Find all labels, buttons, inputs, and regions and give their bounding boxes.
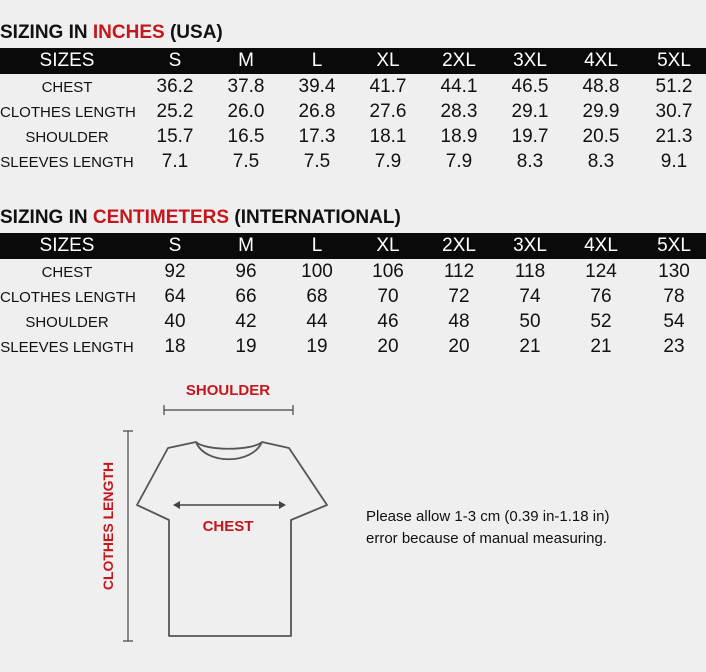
table-cell: 29.9 [582, 101, 620, 122]
table-cell: 74 [519, 286, 541, 307]
table-cell: 20 [377, 336, 399, 357]
clothes-length-label: CLOTHES LENGTH [100, 461, 116, 591]
table-cell: 7.9 [374, 151, 402, 172]
table-cell: 36.2 [156, 76, 194, 97]
table-cell: 7.1 [161, 151, 189, 172]
table-cell: 124 [585, 261, 617, 282]
table-cell: 76 [590, 286, 612, 307]
centimeters-header-2xl: 2XL [442, 235, 476, 256]
centimeters-row-clothes-length [0, 284, 706, 309]
table-cell: 25.2 [156, 101, 194, 122]
table-cell: 16.5 [227, 126, 265, 147]
table-cell: 9.1 [660, 151, 688, 172]
table-cell: 7.5 [232, 151, 260, 172]
row-label: CHEST [41, 79, 93, 96]
note-line-1: Please allow 1-3 cm (0.39 in-1.18 in) [366, 508, 610, 525]
table-cell: 29.1 [511, 101, 549, 122]
table-cell: 27.6 [369, 101, 407, 122]
table-cell: 18.1 [369, 126, 407, 147]
inches-header-xl: XL [376, 50, 400, 71]
table-cell: 50 [519, 311, 541, 332]
table-cell: 118 [514, 261, 546, 282]
row-label: CLOTHES LENGTH [0, 289, 136, 306]
table-cell: 19 [306, 336, 328, 357]
chest-measure-arrow [173, 501, 286, 509]
row-label: CHEST [41, 264, 93, 281]
table-cell: 37.8 [227, 76, 265, 97]
centimeters-header-4xl: 4XL [584, 235, 618, 256]
table-cell: 21.3 [655, 126, 693, 147]
centimeters-title [0, 207, 401, 229]
table-cell: 106 [372, 261, 404, 282]
inches-title-highlight: INCHES [92, 22, 165, 43]
centimeters-header-m: M [238, 235, 254, 256]
inches-table [0, 48, 706, 174]
table-cell: 26.8 [298, 101, 336, 122]
table-cell: 18.9 [440, 126, 478, 147]
table-cell: 112 [443, 261, 475, 282]
centimeters-header-row [0, 233, 706, 259]
table-cell: 46 [377, 311, 399, 332]
table-cell: 42 [235, 311, 257, 332]
shoulder-label: SHOULDER [185, 382, 271, 399]
table-cell: 7.5 [303, 151, 331, 172]
table-cell: 8.3 [587, 151, 615, 172]
table-cell: 19.7 [511, 126, 549, 147]
table-cell: 44 [306, 311, 328, 332]
inches-header-row [0, 48, 706, 74]
inches-header-s: S [168, 50, 182, 71]
table-cell: 30.7 [655, 101, 693, 122]
centimeters-title-suffix: (INTERNATIONAL) [229, 207, 401, 228]
centimeters-header-5xl: 5XL [657, 235, 691, 256]
table-cell: 41.7 [369, 76, 407, 97]
table-cell: 15.7 [156, 126, 194, 147]
inches-header-2xl: 2XL [442, 50, 476, 71]
table-cell: 100 [301, 261, 333, 282]
tshirt-outline [137, 442, 327, 636]
table-cell: 72 [448, 286, 470, 307]
table-cell: 19 [235, 336, 257, 357]
chest-label: CHEST [202, 518, 254, 535]
measurement-note [366, 506, 609, 550]
table-cell: 44.1 [440, 76, 478, 97]
table-cell: 52 [590, 311, 612, 332]
inches-title [0, 22, 223, 44]
centimeters-header-sizes: SIZES [39, 235, 95, 256]
table-cell: 96 [235, 261, 257, 282]
inches-header-5xl: 5XL [657, 50, 691, 71]
inches-title-prefix: SIZING IN [0, 22, 93, 43]
table-cell: 51.2 [655, 76, 693, 97]
table-cell: 20 [448, 336, 470, 357]
centimeters-title-highlight: CENTIMETERS [92, 207, 230, 228]
table-cell: 68 [306, 286, 328, 307]
table-cell: 64 [164, 286, 186, 307]
inches-row-chest [0, 74, 706, 99]
row-label: SLEEVES LENGTH [0, 339, 134, 356]
table-cell: 39.4 [298, 76, 336, 97]
shoulder-measure-line [164, 405, 293, 415]
centimeters-title-prefix: SIZING IN [0, 207, 93, 228]
centimeters-row-sleeves-length [0, 334, 706, 359]
table-cell: 18 [164, 336, 186, 357]
table-cell: 54 [663, 311, 685, 332]
table-cell: 92 [164, 261, 186, 282]
centimeters-row-chest [0, 259, 706, 284]
centimeters-table [0, 233, 706, 359]
inches-header-l: L [311, 50, 323, 71]
table-cell: 48 [448, 311, 470, 332]
centimeters-header-xl: XL [376, 235, 400, 256]
table-cell: 130 [658, 261, 690, 282]
table-cell: 21 [590, 336, 612, 357]
table-cell: 78 [663, 286, 685, 307]
row-label: SHOULDER [25, 129, 109, 146]
table-cell: 40 [164, 311, 186, 332]
centimeters-header-l: L [311, 235, 323, 256]
table-cell: 28.3 [440, 101, 478, 122]
table-cell: 70 [377, 286, 399, 307]
table-cell: 8.3 [516, 151, 544, 172]
note-line-2: error because of manual measuring. [366, 530, 607, 547]
inches-header-3xl: 3XL [513, 50, 547, 71]
inches-row-shoulder [0, 124, 706, 149]
centimeters-row-shoulder [0, 309, 706, 334]
table-cell: 21 [519, 336, 541, 357]
table-cell: 48.8 [582, 76, 620, 97]
table-cell: 23 [663, 336, 685, 357]
table-cell: 7.9 [445, 151, 473, 172]
inches-header-4xl: 4XL [584, 50, 618, 71]
table-cell: 46.5 [511, 76, 549, 97]
inches-header-m: M [238, 50, 254, 71]
centimeters-header-s: S [168, 235, 182, 256]
inches-title-suffix: (USA) [164, 22, 223, 43]
length-measure-line [123, 431, 133, 641]
row-label: CLOTHES LENGTH [0, 104, 136, 121]
centimeters-header-3xl: 3XL [513, 235, 547, 256]
row-label: SLEEVES LENGTH [0, 154, 134, 171]
table-cell: 17.3 [298, 126, 336, 147]
row-label: SHOULDER [25, 314, 109, 331]
table-cell: 66 [235, 286, 257, 307]
table-cell: 20.5 [582, 126, 620, 147]
tshirt-collar [196, 442, 262, 459]
inches-row-clothes-length [0, 99, 706, 124]
inches-row-sleeves-length [0, 149, 706, 174]
table-cell: 26.0 [227, 101, 265, 122]
inches-header-sizes: SIZES [39, 50, 95, 71]
